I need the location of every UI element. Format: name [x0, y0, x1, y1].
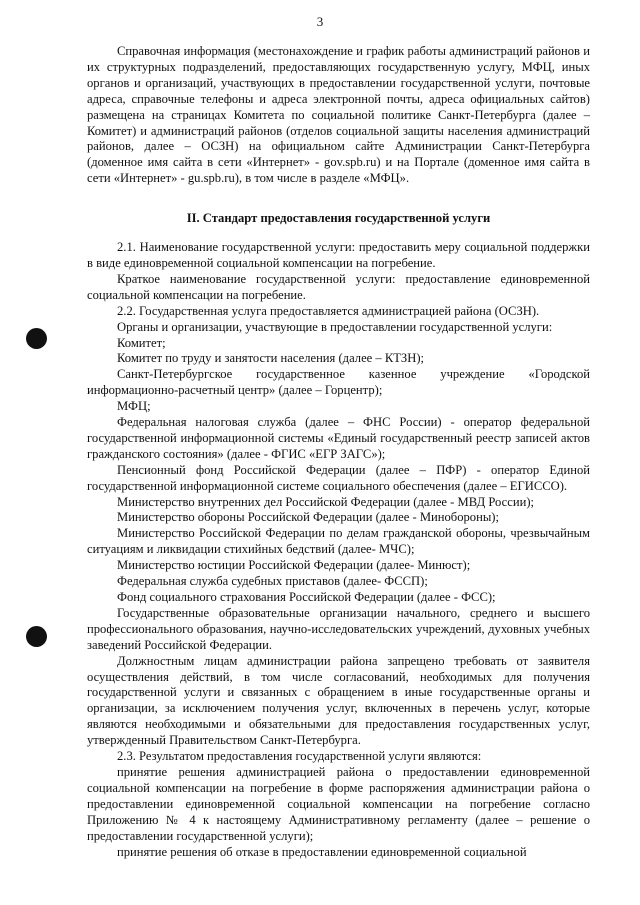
paragraph: 2.1. Наименование государственной услуги: предоставить меру социальной поддержки в виде единовременной социальной компенсации на погребение.: [87, 240, 590, 270]
paragraph: 2.3. Результатом предоставления государственной услуги являются:: [117, 749, 482, 764]
punch-hole-bottom: [26, 626, 47, 647]
intro-paragraph: Справочная информация (местонахождение и график работы администраций районов и их структурных подразделений, предоставляющих государственную услугу, МФЦ, иных органов и организаций, участвующих в предоставлении государственной услуги, почтовые адреса, справочные телефоны и адреса электронной почты, адреса официальных сайтов) размещена на страницах Комитета по социальной политике Санкт-Петербурга (далее – Комитет) и администраций районов (отделов социальной защиты населения администраций районов, далее – ОСЗН) на официальном сайте Администрации Санкт-Петербурга (доменное имя сайта в сети «Интернет» - gov.spb.ru) и на Портале (доменное имя сайта в сети «Интернет» - gu.spb.ru), в том числе в разделе «МФЦ».: [87, 44, 590, 186]
paragraph: принятие решения об отказе в предоставлении единовременной социальной: [117, 844, 527, 859]
paragraph: Министерство обороны Российской Федерации (далее - Минобороны);: [117, 510, 499, 525]
paragraph: Должностным лицам администрации района запрещено требовать от заявителя осуществления действий, в том числе согласований, необходимых для получения государственной услуги и связанных с обращением в иные государственные органы и организации, за исключением получения услуг, включенных в перечень услуг, которые являются необходимыми и обязательными для предоставления государственных услуг, утвержденный Правительством Санкт-Петербурга.: [87, 653, 590, 748]
punch-hole-top: [26, 328, 47, 349]
paragraph: Краткое наименование государственной услуги: предоставление единовременной социальной компенсации на погребение.: [87, 271, 590, 302]
paragraph: Комитет;: [117, 335, 166, 350]
page-number: 3: [316, 14, 324, 29]
paragraph: Государственные образовательные организации начального, среднего и высшего профессионального образования, научно-исследовательских учреждений, духовных учебных заведений Российской Федерации.: [87, 605, 590, 652]
section-title: II. Стандарт предоставления государственной услуги: [186, 211, 491, 226]
paragraph: принятие решения администрацией района о предоставлении единовременной социальной компенсации на погребение в форме распоряжения администрации района о предоставлении единовременной социальной компенсации на погребение согласно Приложению № 4 к настоящему Административному регламенту (далее – решение о предоставлении государственной услуги);: [87, 764, 590, 843]
paragraph: Пенсионный фонд Российской Федерации (далее – ПФР) - оператор Единой государственной информационной системе социального обеспечения (далее – ЕГИССО).: [87, 462, 590, 493]
paragraph: Министерство Российской Федерации по делам гражданской обороны, чрезвычайным ситуациям и ликвидации стихийных бедствий (далее- МЧС);: [87, 526, 590, 557]
paragraph: Федеральная налоговая служба (далее – ФНС России) - оператор федеральной государственной информационной системы «Единый государственный реестр записей актов гражданского состояния» (далее - ФГИС «ЕГР ЗАГС»);: [87, 415, 590, 461]
document-body: [87, 44, 590, 860]
paragraph: Фонд социального страхования Российской Федерации (далее - ФСС);: [117, 590, 496, 604]
paragraph: Министерство внутренних дел Российской Федерации (далее - МВД России);: [117, 494, 535, 509]
paragraph: МФЦ;: [117, 399, 151, 414]
paragraph: Органы и организации, участвующие в предоставлении государственной услуги:: [117, 319, 553, 334]
paragraph: Санкт-Петербургское государственное казенное учреждение «Городской информационно-расчетный центр» (далее – Горцентр);: [87, 367, 590, 398]
paragraph: 2.2. Государственная услуга предоставляется администрацией района (ОСЗН).: [117, 303, 540, 318]
paragraph: Федеральная служба судебных приставов (далее- ФССП);: [117, 574, 428, 589]
paragraph: Министерство юстиции Российской Федерации (далее- Минюст);: [117, 558, 471, 573]
paragraph: Комитет по труду и занятости населения (далее – КТЗН);: [117, 351, 425, 366]
